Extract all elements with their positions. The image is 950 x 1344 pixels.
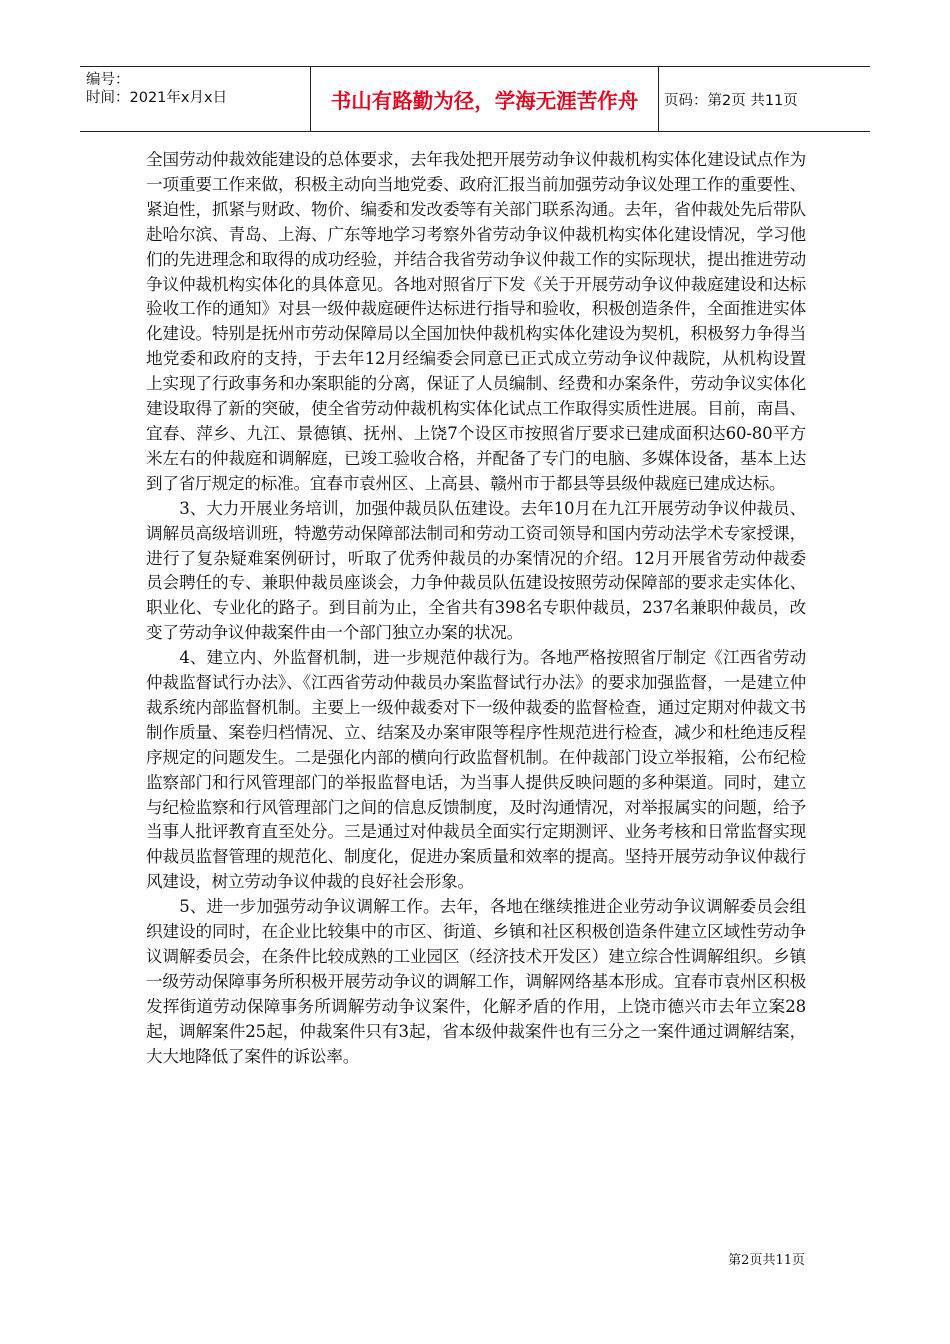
body-paragraph-3: 4、建立内、外监督机制，进一步规范仲裁行为。各地严格按照省厅制定《江西省劳动仲裁监督试行办法》、《江西省劳动仲裁员办案监督试行办法》的要求加强监督，一是建立仲裁系统内部监督机制。主要上一级仲裁委对下一级仲裁委的监督检查，通过定期对仲裁文书制作质量、案卷归档情况、立、结案及办案审限等程序性规范进行检查，减少和杜绝违反程序规定的问题发生。二是强化内部的横向行政监督机制。在仲裁部门设立举报箱，公布纪检监察部门和行风管理部门的举报监督电话，为当事人提供反映问题的多种渠道。同时，建立与纪检监察和行风管理部门之间的信息反馈制度，及时沟通情况，对举报属实的问题，给予当事人批评教育直至处分。三是通过对仲裁员全面实行定期测评、业务考核和日常监督实现仲裁员监督管理的规范化、制度化，促进办案质量和效率的提高。坚持开展劳动争议仲裁行风建设，树立劳动争议仲裁的良好社会形象。 — [146, 648, 806, 892]
page-header — [80, 66, 870, 132]
page-footer: 第2页共11页 — [728, 1253, 805, 1268]
body-paragraph-2: 3、大力开展业务培训，加强仲裁员队伍建设。去年10月在九江开展劳动争议仲裁员、调解员高级培训班，特邀劳动保障部法制司和劳动工资司领导和国内劳动法学术专家授课，进行了复杂疑难案例研讨，听取了优秀仲裁员的办案情况的介绍。12月开展省劳动仲裁委员会聘任的专、兼职仲裁员座谈会，力争仲裁员队伍建设按照劳动保障部的要求走实体化、职业化、专业化的路子。到目前为止，全省共有398名专职仲裁员，237名兼职仲裁员，改变了劳动争议仲裁案件由一个部门独立办案的状况。 — [146, 498, 806, 643]
body-paragraph-1: 全国劳动仲裁效能建设的总体要求，去年我处把开展劳动争议仲裁机构实体化建设试点作为一项重要工作来做，积极主动向当地党委、政府汇报当前加强劳动争议处理工作的重要性、紧迫性，抓紧与财政、物价、编委和发改委等有关部门联系沟通。去年，省仲裁处先后带队赴哈尔滨、青岛、上海、广东等地学习考察外省劳动争议仲裁机构实体化建设情况，学习他们的先进理念和取得的成功经验，并结合我省劳动争议仲裁工作的实际现状，提出推进劳动争议仲裁机构实体化的具体意见。各地对照省厅下发《关于开展劳动争议仲裁庭建设和达标验收工作的通知》对县一级仲裁庭硬件达标进行指导和验收，积极创造条件，全面推进实体化建设。特别是抚州市劳动保障局以全国加快仲裁机构实体化建设为契机，积极努力争得当地党委和政府的支持，于去年12月经编委会同意已正式成立劳动争议仲裁院，从机构设置上实现了行政事务和办案职能的分离，保证了人员编制、经费和办案条件，劳动争议实体化建设取得了新的突破，使全省劳动仲裁机构实体化试点工作取得实质性进展。目前，南昌、宜春、萍乡、九江、景德镇、抚州、上饶7个设区市按照省厅要求已建成面积达60-80平方米左右的仲裁庭和调解庭，已竣工验收合格，并配备了专门的电脑、多媒体设备，基本上达到了省厅规定的标准。宜春市袁州区、上高县、赣州市于都县等县级仲裁庭已建成达标。 — [146, 150, 806, 493]
doc-time-label: 时间：2021年x月x日 — [86, 90, 228, 106]
header-meta — [86, 71, 316, 127]
header-motto: 书山有路勤为径，学海无涯苦作舟 — [310, 67, 659, 131]
header-page-code: 页码：第2页 共11页 — [664, 92, 798, 109]
document-body — [146, 148, 806, 1070]
body-paragraph-4: 5、进一步加强劳动争议调解工作。去年，各地在继续推进企业劳动争议调解委员会组织建设的同时，在企业比较集中的市区、街道、乡镇和社区积极创造条件建立区域性劳动争议调解委员会，在条件比较成熟的工业园区（经济技术开发区）建立综合性调解组织。乡镇一级劳动保障事务所积极开展劳动争议的调解工作，调解网络基本形成。宜春市袁州区积极发挥街道劳动保障事务所调解劳动争议案件，化解矛盾的作用，上饶市德兴市去年立案28起，调解案件25起，仲裁案件只有3起，省本级仲裁案件也有三分之一案件通过调解结案，大大地降低了案件的诉讼率。 — [146, 897, 806, 1066]
doc-number-label: 编号： — [86, 72, 130, 88]
